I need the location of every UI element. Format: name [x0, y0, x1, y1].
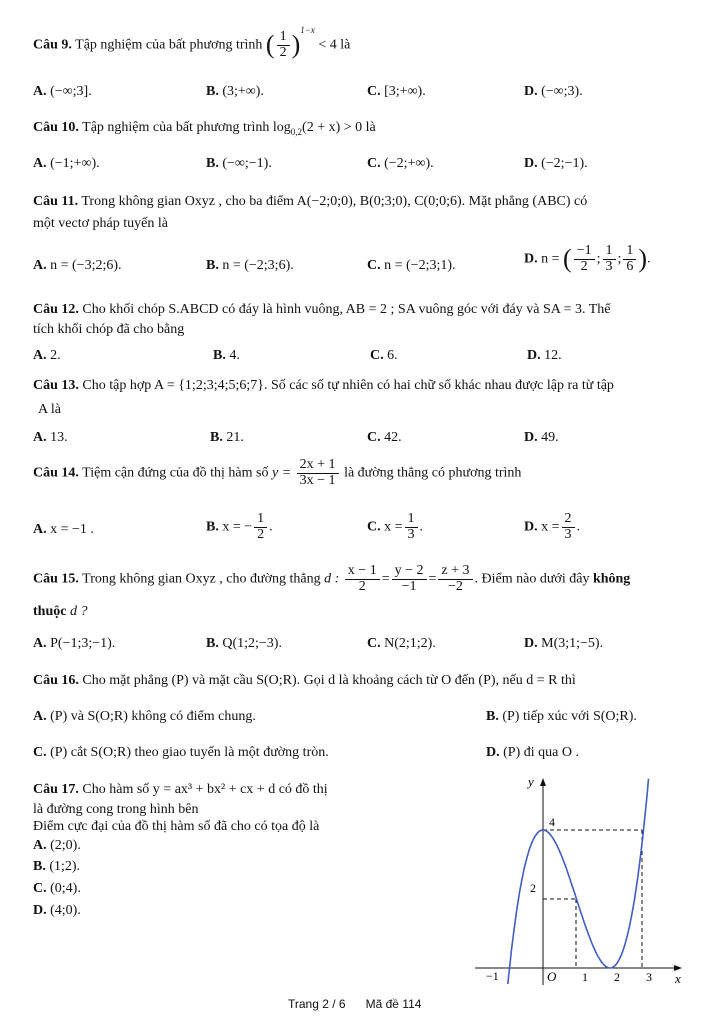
q14-option-b[interactable]: B. x = − $\frac{1}{2}$ . [206, 511, 273, 542]
q16-option-c[interactable]: C. (P) cắt S(O;R) theo giao tuyến là một đường tròn. [33, 745, 329, 760]
q15-option-b[interactable]: B. Q(1;2;−3). [206, 636, 282, 651]
q16-option-b[interactable]: B. (P) tiếp xúc với S(O;R). [486, 709, 637, 724]
q13-option-d[interactable]: D. 49. [524, 430, 559, 445]
q12-option-a[interactable]: A. 2. [33, 348, 61, 363]
q16-option-a[interactable]: A. (P) và S(O;R) không có điểm chung. [33, 709, 256, 724]
y-axis-label: y [528, 774, 534, 789]
q12-option-d[interactable]: D. 12. [527, 348, 562, 363]
q12-option-b[interactable]: B. 4. [213, 348, 240, 363]
q10-option-d[interactable]: D. (−2;−1). [524, 156, 588, 171]
exam-code: Mã đề 114 [365, 997, 422, 1011]
q14-option-a[interactable]: A. x = −1 . [33, 522, 94, 537]
question-11: Câu 11. Trong không gian Oxyz , cho ba điểm A(−2;0;0), B(0;3;0), C(0;0;6). Mặt phẳng (ABC) có [33, 194, 588, 209]
question-12: Câu 12. Cho khối chóp S.ABCD có đáy là hình vuông, AB = 2 ; SA vuông góc với đáy và SA = 3. Thể [33, 302, 611, 317]
q12-option-c[interactable]: C. 6. [370, 348, 398, 363]
q11-option-c[interactable]: C. n = (−2;3;1). [367, 258, 456, 273]
q15-line2: thuộc d ? [33, 604, 88, 619]
q9-label: Câu 9. [33, 37, 72, 53]
q17-option-c[interactable]: C. (0;4). [33, 881, 81, 896]
question-10: Câu 10. Tập nghiệm của bất phương trình $\log_{0,2}(2 + x) > 0$ là [33, 120, 376, 137]
q17-option-b[interactable]: B. (1;2). [33, 859, 81, 874]
question-16: Câu 16. Cho mặt phẳng (P) và mặt cầu S(O;R). Gọi d là khoảng cách từ O đến (P), nếu d = R thì [33, 673, 576, 688]
question-9: Câu 9. Tập nghiệm của bất phương trình ( $\frac{1}{2}$ )$^{1-x}$ < 4 là [33, 24, 351, 60]
q16-option-d[interactable]: D. (P) đi qua O . [486, 745, 579, 760]
q15-option-d[interactable]: D. M(3;1;−5). [524, 636, 604, 651]
q11-option-b[interactable]: B. n = (−2;3;6). [206, 258, 294, 273]
q13-option-c[interactable]: C. 42. [367, 430, 402, 445]
q17-line3: Điểm cực đại của đồ thị hàm số đã cho có tọa độ là [33, 819, 320, 834]
question-15: Câu 15. Trong không gian Oxyz , cho đường thẳng d : $\frac{x - 1}{2}$ = $\frac{y - 2}{-1}$ = $\frac{z + 3}{-2}$ . Điểm nào dưới đây không [33, 563, 631, 594]
question-17: Câu 17. Cho hàm số y = ax³ + bx² + cx + d có đồ thị [33, 782, 328, 797]
page-number: Trang 2 / 6 [288, 997, 346, 1011]
question-13: Câu 13. Cho tập hợp A = {1;2;3;4;5;6;7}. Số các số tự nhiên có hai chữ số khác nhau được lập ra từ tập [33, 378, 614, 393]
guide-lines [543, 830, 642, 968]
origin-label: O [547, 969, 557, 984]
q10-option-b[interactable]: B. (−∞;−1). [206, 156, 272, 171]
q15-option-a[interactable]: A. P(−1;3;−1). [33, 636, 116, 651]
q11-line2: một vectơ pháp tuyến là [33, 216, 168, 231]
x-axis-label: x [675, 971, 681, 986]
y-tick-2: 2 [530, 881, 536, 895]
page-footer [288, 997, 421, 1011]
q9-option-a[interactable]: A. (−∞;3]. [33, 84, 92, 99]
q10-option-a[interactable]: A. (−1;+∞). [33, 156, 100, 171]
q10-option-c[interactable]: C. (−2;+∞). [367, 156, 434, 171]
q13-option-a[interactable]: A. 13. [33, 430, 68, 445]
q13-line2: A là [38, 402, 61, 417]
q13-option-b[interactable]: B. 21. [210, 430, 244, 445]
x-tick-1: 1 [582, 970, 588, 984]
q9-option-d[interactable]: D. (−∞;3). [524, 84, 583, 99]
q11-option-d[interactable]: D. n = ( $\frac{-1}{2}$ ; $\frac{1}{3}$ ; $\frac{1}{6}$ ). [524, 243, 651, 274]
q14-option-c[interactable]: C. x = $\frac{1}{3}$ . [367, 511, 424, 542]
question-14: Câu 14. Tiệm cận đứng của đồ thị hàm số y = $\frac{2x + 1}{3x - 1}$ là đường thẳng có phương trình [33, 457, 522, 488]
q17-line2: là đường cong trong hình bên [33, 802, 199, 817]
q9-text: Tập nghiệm của bất phương trình [75, 37, 263, 53]
x-tick-3: 3 [646, 970, 652, 984]
cubic-graph [470, 770, 715, 990]
q15-option-c[interactable]: C. N(2;1;2). [367, 636, 436, 651]
y-axis-arrow [540, 778, 546, 786]
q9-option-c[interactable]: C. [3;+∞). [367, 84, 426, 99]
y-tick-4: 4 [549, 815, 555, 829]
q17-option-a[interactable]: A. (2;0). [33, 838, 81, 853]
q9-fraction: $\frac{1}{2}$ [277, 30, 290, 60]
q14-option-d[interactable]: D. x = $\frac{2}{3}$ . [524, 511, 581, 542]
q17-option-d[interactable]: D. (4;0). [33, 903, 81, 918]
x-tick-2: 2 [614, 970, 620, 984]
x-tick-minus1: −1 [486, 969, 499, 983]
q9-option-b[interactable]: B. (3;+∞). [206, 84, 264, 99]
q11-option-a[interactable]: A. n = (−3;2;6). [33, 258, 122, 273]
cubic-curve [508, 779, 649, 984]
q12-line2: tích khối chóp đã cho bằng [33, 322, 185, 337]
